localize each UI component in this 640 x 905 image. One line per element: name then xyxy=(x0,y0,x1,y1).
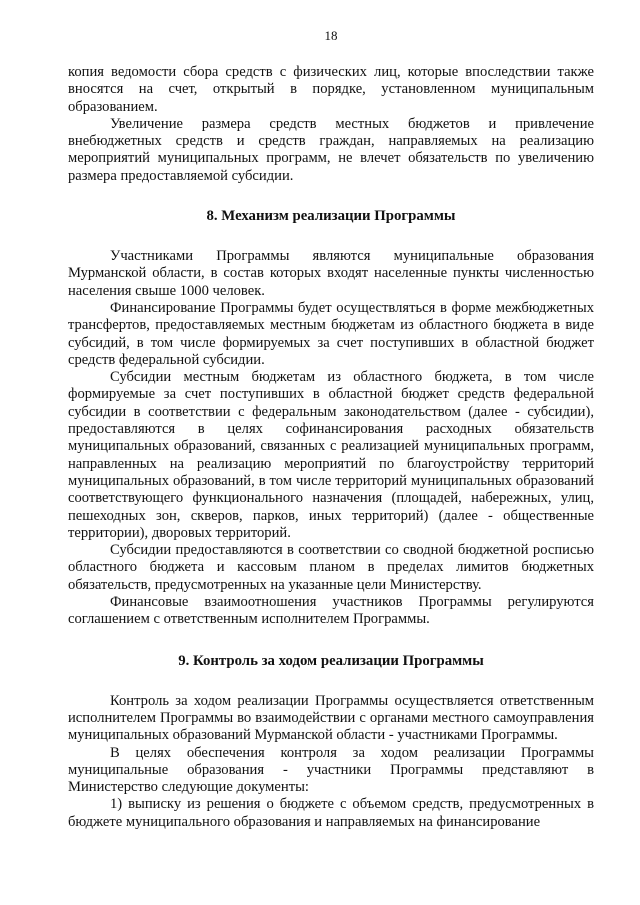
section-8-heading: 8. Механизм реализации Программы xyxy=(206,208,456,225)
section-9-paragraph-2: В целях обеспечения контроля за ходом реализации Программы муниципальные образования - участники Программы представляют в Министерство следующие документы: xyxy=(68,744,594,796)
section-9-paragraph-1: Контроль за ходом реализации Программы осуществляется ответственным исполнителем Программы во взаимодействии с органами местного самоуправления муниципальных образований Мурманской области - участниками Программы. xyxy=(68,692,594,744)
section-8-paragraph-4: Субсидии предоставляются в соответствии со сводной бюджетной росписью областного бюджета и кассовым планом в пределах лимитов бюджетных обязательств, предусмотренных на указанные цели Министерству. xyxy=(68,542,594,593)
page-number: 18 xyxy=(324,28,338,43)
section-8-paragraph-5: Финансовые взаимоотношения участников Программы регулируются соглашением с ответственным исполнителем Программы. xyxy=(68,594,594,628)
section-8-paragraph-2: Финансирование Программы будет осуществляться в форме межбюджетных трансфертов, предоставляемых местным бюджетам из областного бюджета в виде субсидий, в том числе формируемых за счет поступивших в областной бюджет средств федеральной субсидии. xyxy=(68,299,594,368)
intro-paragraph-1: копия ведомости сбора средств с физических лиц, которые впоследствии также вносятся на счет, открытый в порядке, установленном муниципальным образованием. xyxy=(68,64,594,115)
section-9-heading: 9. Контроль за ходом реализации Программы xyxy=(178,652,484,669)
section-9-paragraph-3: 1) выписку из решения о бюджете с объемом средств, предусмотренных в бюджете муниципального образования и направляемых на финансирование xyxy=(68,796,594,830)
section-8-paragraph-3: Субсидии местным бюджетам из областного бюджета, в том числе формируемые за счет поступивших в областной бюджет средств федеральной субсидии в соответствии с федеральным законодательством (далее - субсидии), предоставляются в целях софинансирования расходных обязательств муниципальных образований, связанных с реализацией муниципальных программ, направленных на реализацию мероприятий по благоустройству территорий муниципальных образований, в том числе территорий муниципальных образований соответствующего функционального назначения (площадей, набережных, улиц, пешеходных зон, скверов, парков, иных территорий) (далее - общественные территории), дворовых территорий. xyxy=(68,369,594,541)
section-8-paragraph-1: Участниками Программы являются муниципальные образования Мурманской области, в состав которых входят населенные пункты численностью населения свыше 1000 человек. xyxy=(68,248,594,299)
intro-paragraph-2: Увеличение размера средств местных бюджетов и привлечение внебюджетных средств и средств граждан, направляемых на реализацию мероприятий муниципальных программ, не влечет обязательств по увеличению размера предоставляемой субсидии. xyxy=(68,115,594,184)
